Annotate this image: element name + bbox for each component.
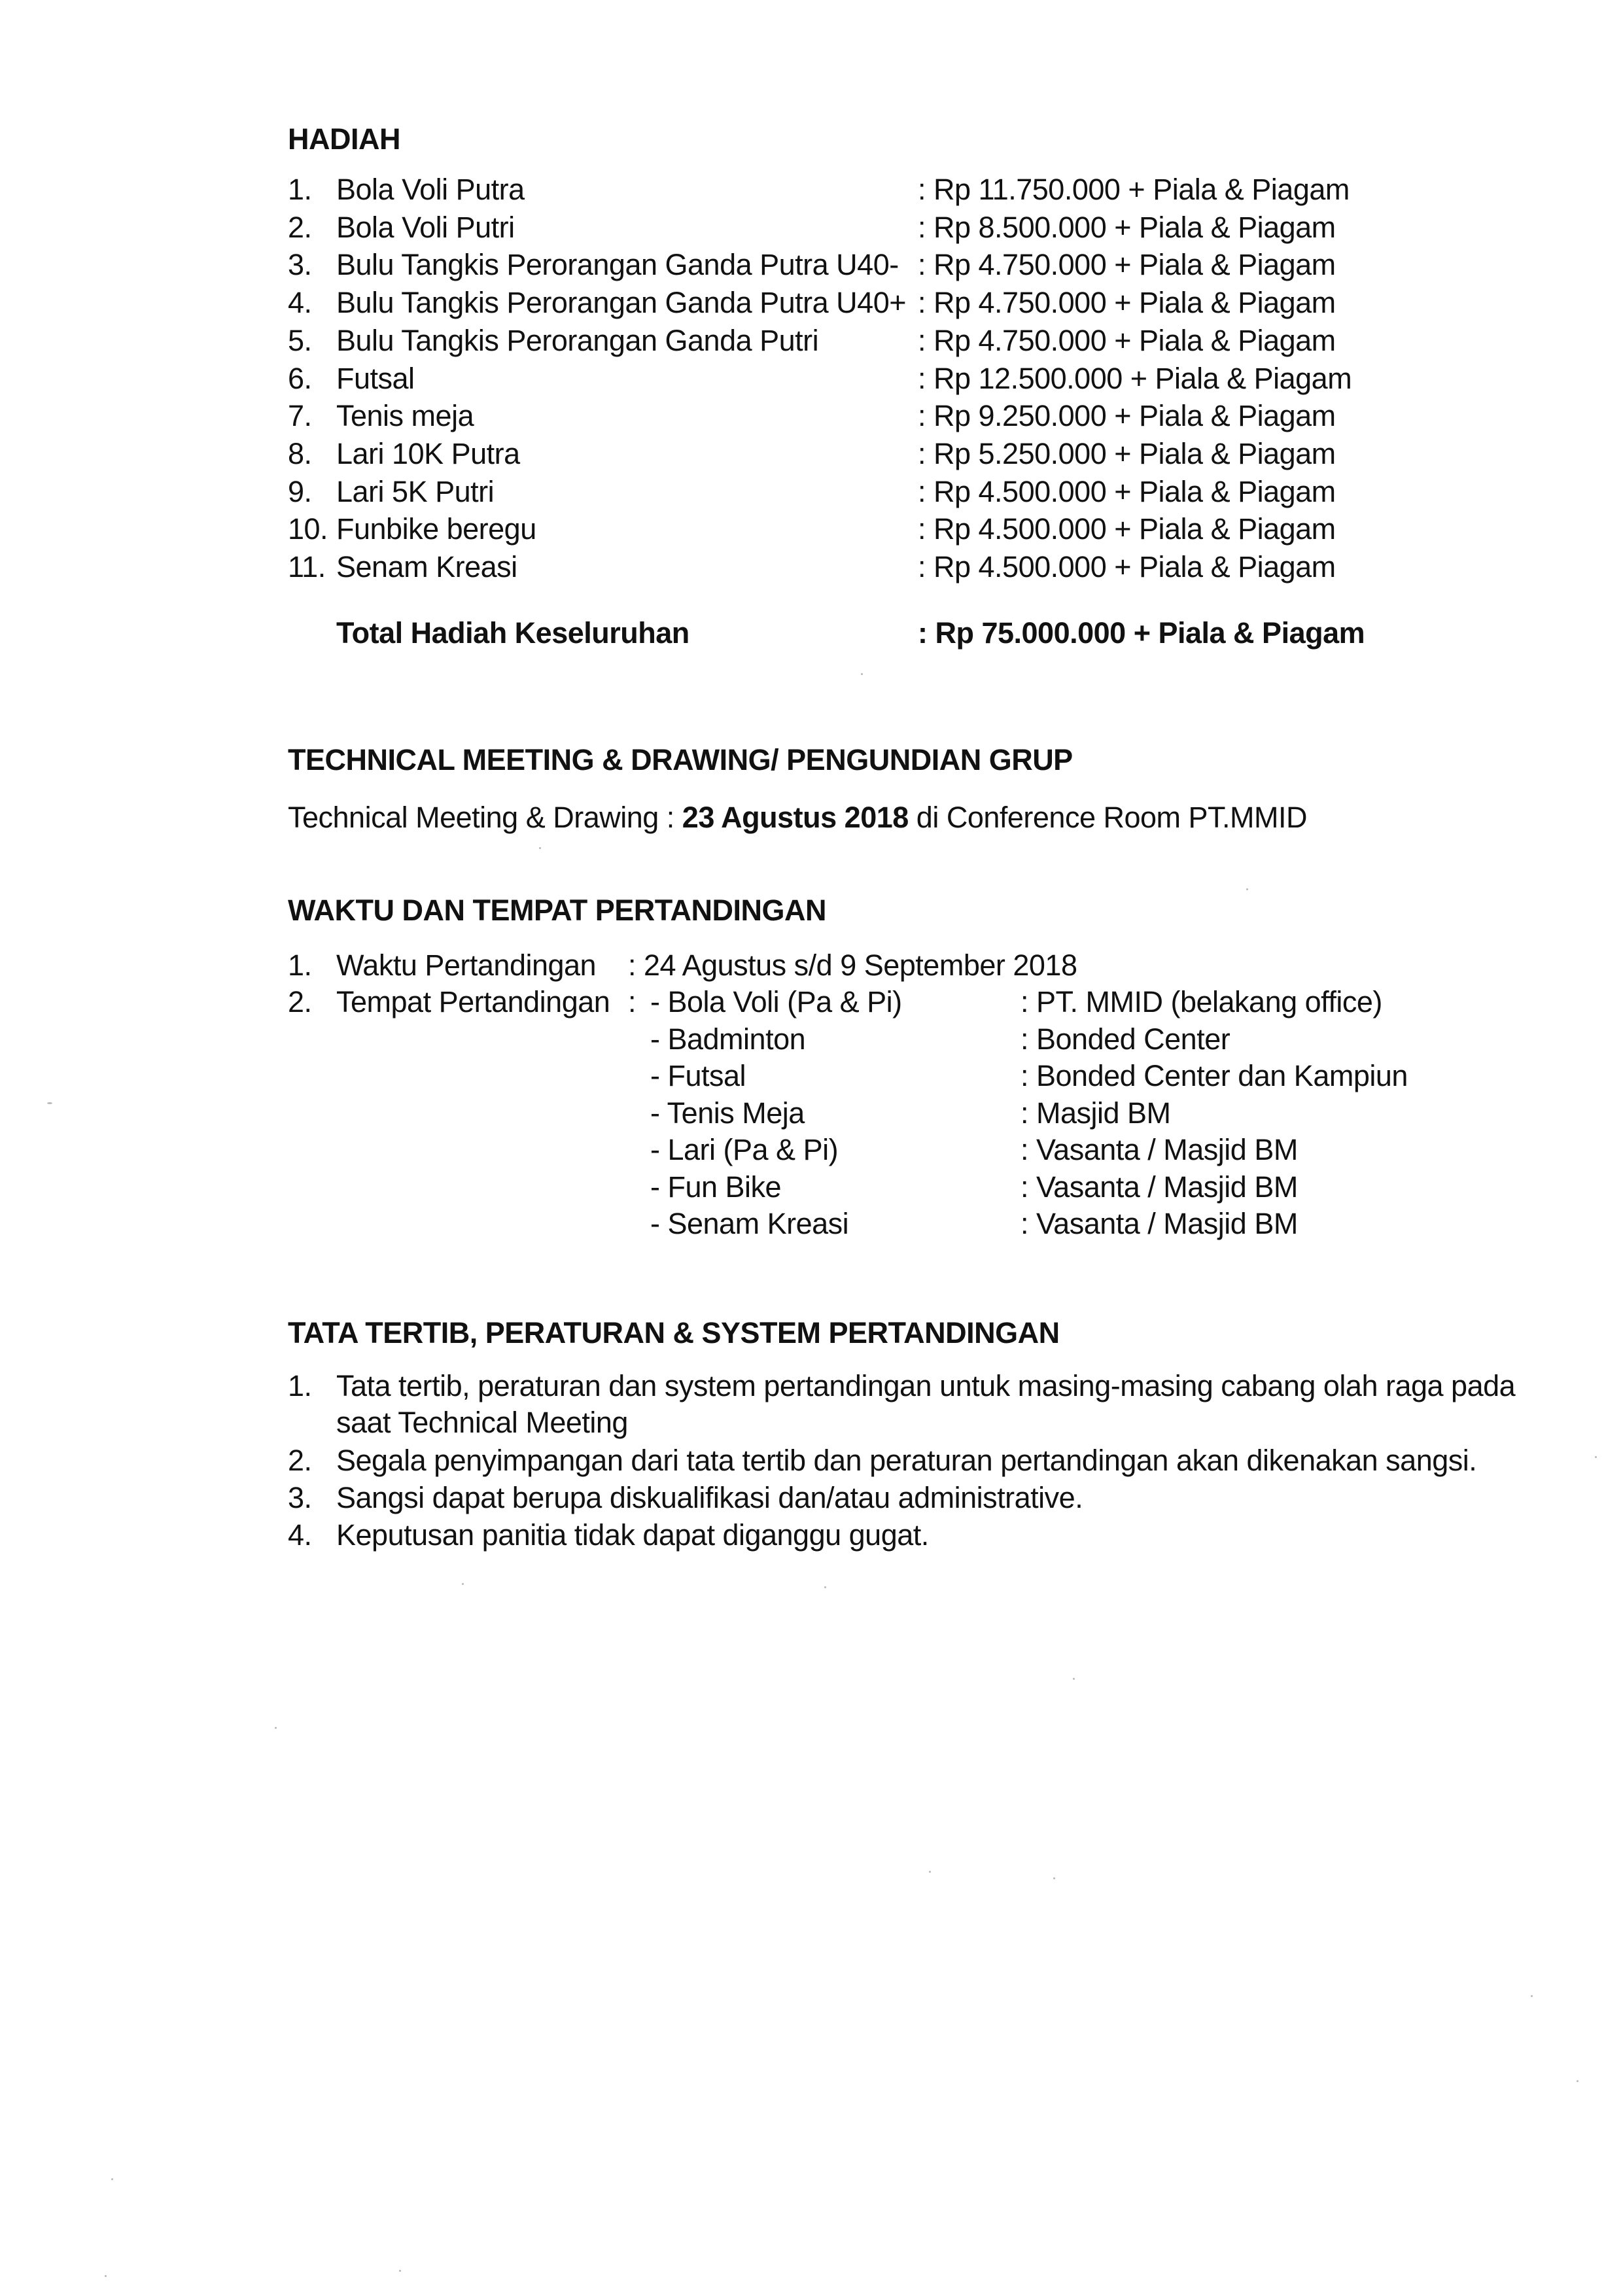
prize-item-number: 10. bbox=[288, 512, 328, 546]
rule-text: Tata tertib, peraturan dan system pertandingan untuk masing-masing cabang olah raga pada bbox=[336, 1369, 1516, 1402]
prize-item-amount: : Rp 8.500.000 + Piala & Piagam bbox=[918, 211, 1336, 244]
section-heading-tata-tertib: TATA TERTIB, PERATURAN & SYSTEM PERTANDINGAN bbox=[288, 1316, 1060, 1349]
technical-meeting-location: di Conference Room PT.MMID bbox=[908, 801, 1308, 834]
rule-text: Segala penyimpangan dari tata tertib dan peraturan pertandingan akan dikenakan sangsi. bbox=[336, 1444, 1477, 1477]
scan-speck bbox=[1577, 2080, 1579, 2082]
waktu-label: Waktu Pertandingan bbox=[336, 948, 597, 982]
prize-item-amount: : Rp 4.500.000 + Piala & Piagam bbox=[918, 550, 1336, 583]
tempat-num: 2. bbox=[288, 985, 312, 1018]
venue-place: : Vasanta / Masjid BM bbox=[1021, 1133, 1298, 1166]
prize-item-amount: : Rp 11.750.000 + Piala & Piagam bbox=[918, 173, 1350, 206]
prize-item-label: Senam Kreasi bbox=[336, 550, 517, 583]
prize-item-number: 11. bbox=[288, 550, 326, 583]
waktu-num: 1. bbox=[288, 948, 312, 982]
scan-speck bbox=[1531, 1995, 1533, 1997]
rule-number: 3. bbox=[288, 1481, 312, 1514]
scan-speck bbox=[47, 1102, 52, 1104]
section-heading-hadiah: HADIAH bbox=[288, 122, 400, 156]
scan-speck bbox=[399, 2270, 401, 2272]
venue-sport: - Fun Bike bbox=[650, 1170, 782, 1204]
prize-item-amount: : Rp 9.250.000 + Piala & Piagam bbox=[918, 399, 1336, 432]
scan-speck bbox=[929, 1871, 931, 1873]
scan-speck bbox=[1073, 1678, 1075, 1680]
total-prize-label: Total Hadiah Keseluruhan bbox=[336, 616, 689, 650]
scan-speck bbox=[1246, 888, 1248, 890]
prize-item-number: 6. bbox=[288, 362, 312, 395]
technical-meeting-date: 23 Agustus 2018 bbox=[682, 801, 909, 834]
prize-item-label: Bulu Tangkis Perorangan Ganda Putra U40- bbox=[336, 248, 899, 281]
rule-text: Keputusan panitia tidak dapat diganggu gugat. bbox=[336, 1518, 929, 1552]
prize-item-number: 3. bbox=[288, 248, 312, 281]
prize-item-amount: : Rp 4.500.000 + Piala & Piagam bbox=[918, 475, 1336, 508]
venue-place: : PT. MMID (belakang office) bbox=[1021, 985, 1382, 1018]
scan-speck bbox=[275, 1727, 277, 1729]
venue-sport: - Lari (Pa & Pi) bbox=[650, 1133, 839, 1166]
prize-item-amount: : Rp 4.750.000 + Piala & Piagam bbox=[918, 248, 1336, 281]
prize-item-amount: : Rp 12.500.000 + Piala & Piagam bbox=[918, 362, 1352, 395]
rule-number: 2. bbox=[288, 1444, 312, 1477]
scan-speck bbox=[1595, 1456, 1597, 1458]
prize-item-label: Bola Voli Putri bbox=[336, 211, 515, 244]
technical-meeting-line bbox=[288, 799, 1307, 836]
scan-speck bbox=[539, 847, 541, 849]
section-heading-waktu-tempat: WAKTU DAN TEMPAT PERTANDINGAN bbox=[288, 894, 826, 927]
prize-item-amount: : Rp 5.250.000 + Piala & Piagam bbox=[918, 437, 1336, 470]
prize-item-label: Funbike beregu bbox=[336, 512, 536, 546]
prize-item-number: 2. bbox=[288, 211, 312, 244]
scan-speck bbox=[824, 1586, 826, 1588]
prize-item-label: Tenis meja bbox=[336, 399, 474, 432]
venue-place: : Masjid BM bbox=[1021, 1096, 1171, 1130]
prize-item-number: 1. bbox=[288, 173, 312, 206]
prize-item-amount: : Rp 4.750.000 + Piala & Piagam bbox=[918, 324, 1336, 357]
rule-number: 4. bbox=[288, 1518, 312, 1552]
prize-item-number: 8. bbox=[288, 437, 312, 470]
venue-sport: - Badminton bbox=[650, 1022, 806, 1056]
rule-text-continued: saat Technical Meeting bbox=[336, 1406, 628, 1439]
venue-place: : Vasanta / Masjid BM bbox=[1021, 1170, 1298, 1204]
rule-text: Sangsi dapat berupa diskualifikasi dan/atau administrative. bbox=[336, 1481, 1083, 1514]
prize-item-label: Bulu Tangkis Perorangan Ganda Putri bbox=[336, 324, 819, 357]
scan-speck bbox=[462, 1583, 464, 1585]
total-prize-value: : Rp 75.000.000 + Piala & Piagam bbox=[918, 616, 1365, 650]
tempat-colon: : bbox=[628, 985, 637, 1018]
prize-item-label: Bulu Tangkis Perorangan Ganda Putra U40+ bbox=[336, 286, 907, 319]
prize-item-label: Lari 10K Putra bbox=[336, 437, 520, 470]
venue-sport: - Bola Voli (Pa & Pi) bbox=[650, 985, 902, 1018]
prize-item-label: Futsal bbox=[336, 362, 415, 395]
scan-speck bbox=[1053, 1877, 1055, 1879]
prize-item-number: 5. bbox=[288, 324, 312, 357]
rule-number: 1. bbox=[288, 1369, 312, 1402]
prize-item-amount: : Rp 4.500.000 + Piala & Piagam bbox=[918, 512, 1336, 546]
scan-speck bbox=[861, 673, 863, 675]
prize-item-amount: : Rp 4.750.000 + Piala & Piagam bbox=[918, 286, 1336, 319]
prize-item-number: 4. bbox=[288, 286, 312, 319]
venue-sport: - Tenis Meja bbox=[650, 1096, 805, 1130]
tempat-label: Tempat Pertandingan bbox=[336, 985, 610, 1018]
prize-item-number: 7. bbox=[288, 399, 312, 432]
prize-item-label: Bola Voli Putra bbox=[336, 173, 525, 206]
scan-speck bbox=[105, 2275, 107, 2277]
technical-meeting-prefix: Technical Meeting & Drawing : bbox=[288, 801, 682, 834]
scan-speck bbox=[111, 2178, 113, 2180]
venue-sport: - Senam Kreasi bbox=[650, 1207, 849, 1240]
venue-place: : Bonded Center bbox=[1021, 1022, 1230, 1056]
venue-sport: - Futsal bbox=[650, 1059, 746, 1092]
waktu-value: : 24 Agustus s/d 9 September 2018 bbox=[628, 948, 1077, 982]
venue-place: : Bonded Center dan Kampiun bbox=[1021, 1059, 1408, 1092]
section-heading-technical-meeting: TECHNICAL MEETING & DRAWING/ PENGUNDIAN GRUP bbox=[288, 743, 1073, 776]
venue-place: : Vasanta / Masjid BM bbox=[1021, 1207, 1298, 1240]
prize-item-number: 9. bbox=[288, 475, 312, 508]
prize-item-label: Lari 5K Putri bbox=[336, 475, 495, 508]
